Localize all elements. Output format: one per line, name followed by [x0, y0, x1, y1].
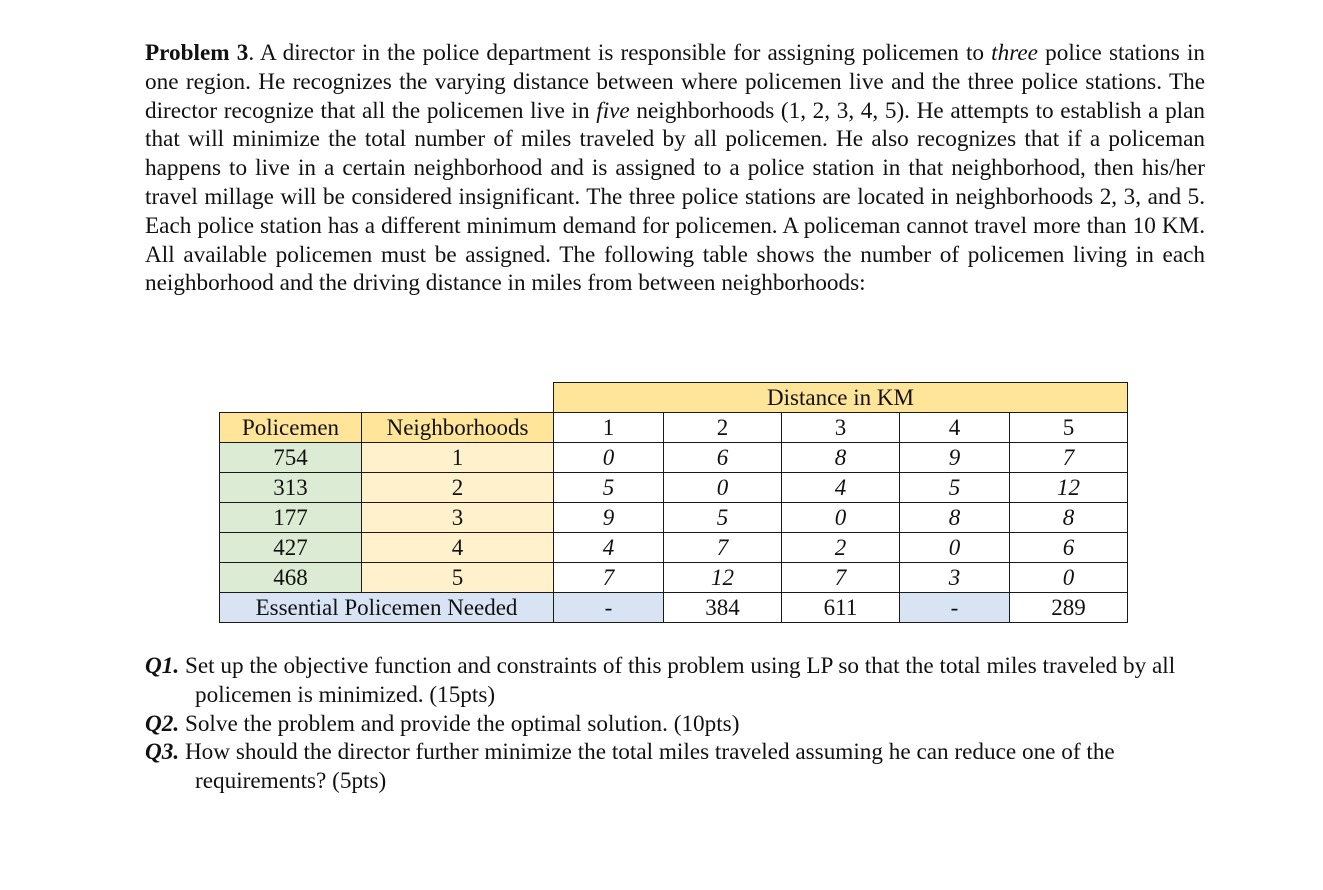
distance-cell: 6 [664, 443, 782, 473]
distance-table [219, 382, 1128, 623]
policemen-count: 427 [220, 533, 362, 563]
distance-header: Distance in KM [554, 383, 1128, 413]
needed-value: - [900, 593, 1010, 623]
table-row [220, 443, 1128, 473]
blank-corner [220, 383, 554, 413]
table-header-row-top [220, 383, 1128, 413]
header-dest-3: 3 [782, 413, 900, 443]
needed-row [220, 593, 1128, 623]
distance-cell: 4 [782, 473, 900, 503]
header-dest-5: 5 [1010, 413, 1128, 443]
problem-statement [145, 39, 1205, 298]
problem-text-3: neighborhoods (1, 2, 3, 4, 5). He attempts to establish a plan that will minimize the total number of miles traveled by all policemen. He also recognizes that if a policeman happens to live in a certain neighborhood and is assigned to a police station in that neighborhood, then his/her travel millage will be considered insignificant. The three police stations are located in neighborhoods 2, 3, and 5. Each police station has a different minimum demand for policemen. A policeman cannot travel more than 10 KM. All available policemen must be assigned. The following table shows the number of policemen living in each neighborhood and the driving distance in miles from between neighborhoods: [145, 97, 1205, 297]
distance-cell: 8 [782, 443, 900, 473]
distance-cell: 0 [664, 473, 782, 503]
needed-value: - [554, 593, 664, 623]
table-row [220, 473, 1128, 503]
question-item [145, 738, 1205, 796]
question-text: Solve the problem and provide the optimal solution. (10pts) [179, 710, 740, 737]
table-row [220, 533, 1128, 563]
distance-cell: 0 [1010, 563, 1128, 593]
policemen-count: 468 [220, 563, 362, 593]
policemen-count: 177 [220, 503, 362, 533]
question-label: Q3. [145, 739, 180, 766]
header-neighborhoods: Neighborhoods [362, 413, 554, 443]
question-text: How should the director further minimize the total miles traveled assuming he can reduce one of the requirements? (5pts) [179, 739, 1115, 795]
header-dest-2: 2 [664, 413, 782, 443]
distance-cell: 7 [1010, 443, 1128, 473]
distance-cell: 3 [900, 563, 1010, 593]
distance-cell: 7 [782, 563, 900, 593]
distance-cell: 12 [1010, 473, 1128, 503]
needed-label: Essential Policemen Needed [220, 593, 554, 623]
table-row [220, 503, 1128, 533]
policemen-count: 313 [220, 473, 362, 503]
neighborhood-id: 5 [362, 563, 554, 593]
header-dest-1: 1 [554, 413, 664, 443]
table-row [220, 563, 1128, 593]
neighborhood-id: 3 [362, 503, 554, 533]
distance-cell: 0 [782, 503, 900, 533]
question-label: Q1. [145, 653, 180, 679]
question-item [145, 652, 1205, 710]
distance-cell: 6 [1010, 533, 1128, 563]
distance-cell: 4 [554, 533, 664, 563]
distance-cell: 12 [664, 563, 782, 593]
distance-cell: 7 [664, 533, 782, 563]
problem-text-1: . A director in the police department is responsible for assigning policemen to [248, 40, 992, 66]
problem-emphasis-five: five [596, 97, 630, 124]
distance-cell: 7 [554, 563, 664, 593]
header-policemen: Policemen [220, 413, 362, 443]
question-item [145, 710, 1205, 739]
question-text: Set up the objective function and constraints of this problem using LP so that the total miles traveled by all policemen is minimized. (15pts) [179, 653, 1176, 708]
question-label: Q2. [145, 710, 180, 737]
table-header-row [220, 413, 1128, 443]
neighborhood-id: 2 [362, 473, 554, 503]
header-dest-4: 4 [900, 413, 1010, 443]
distance-cell: 5 [900, 473, 1010, 503]
distance-cell: 2 [782, 533, 900, 563]
neighborhood-id: 1 [362, 443, 554, 473]
distance-cell: 8 [900, 503, 1010, 533]
distance-cell: 0 [900, 533, 1010, 563]
problem-label: Problem 3 [145, 40, 249, 66]
neighborhood-id: 4 [362, 533, 554, 563]
questions-list [145, 652, 1205, 796]
needed-value: 289 [1010, 593, 1128, 623]
distance-cell: 5 [664, 503, 782, 533]
needed-value: 384 [664, 593, 782, 623]
distance-cell: 5 [554, 473, 664, 503]
problem-text-2: police stations in one region. He recognizes the varying distance between where policemen live and the three police stations. The director recognize that all the policemen live in [145, 40, 1205, 124]
problem-emphasis-three: three [991, 40, 1038, 66]
distance-cell: 9 [554, 503, 664, 533]
distance-cell: 8 [1010, 503, 1128, 533]
policemen-count: 754 [220, 443, 362, 473]
needed-value: 611 [782, 593, 900, 623]
distance-cell: 0 [554, 443, 664, 473]
distance-cell: 9 [900, 443, 1010, 473]
problem-paragraph [145, 39, 1205, 298]
